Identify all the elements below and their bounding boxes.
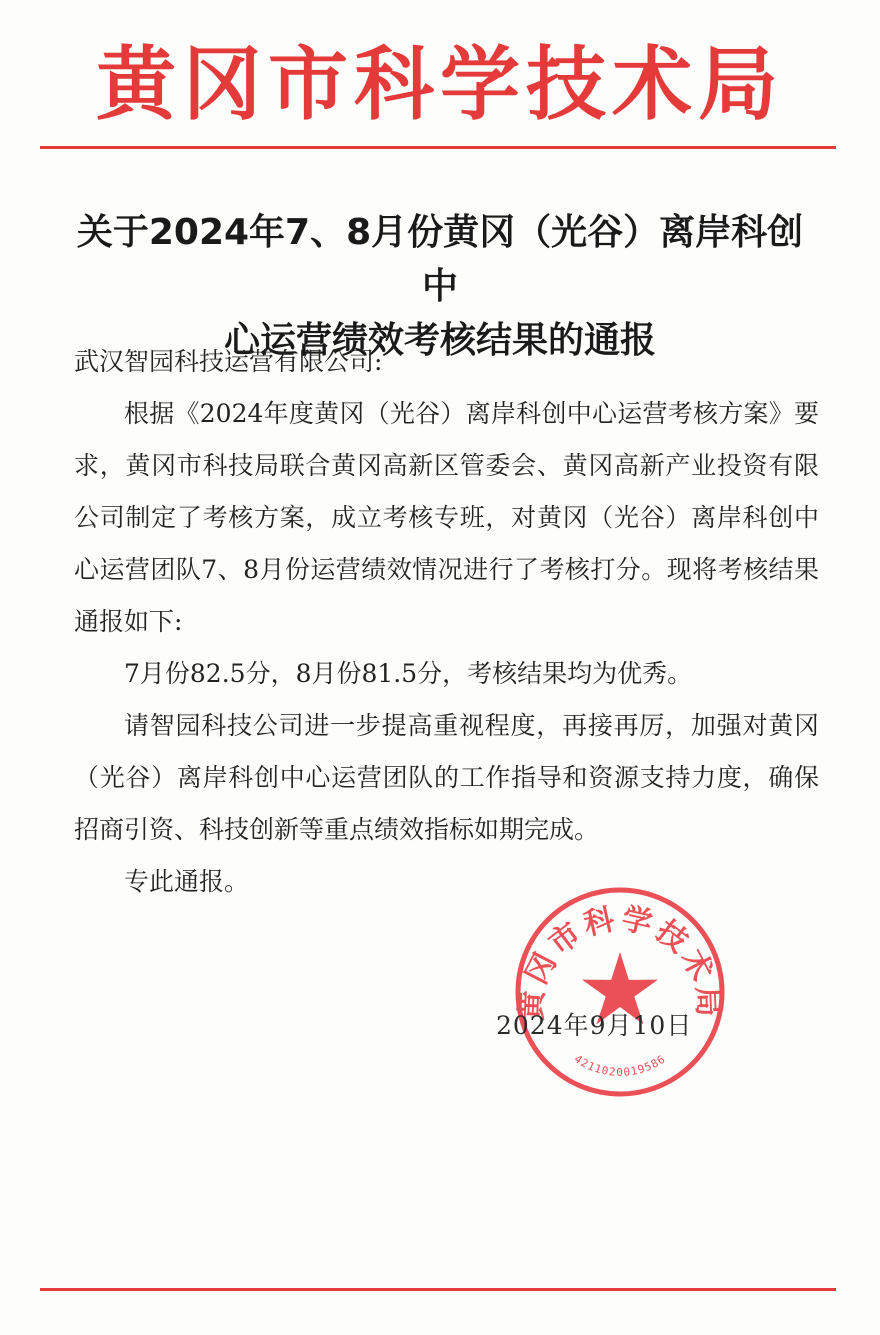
document-body	[74, 336, 819, 908]
official-seal	[510, 882, 730, 1102]
body-paragraph-3: 请智园科技公司进一步提高重视程度，再接再厉，加强对黄冈（光谷）离岸科创中心运营团队的工作指导和资源支持力度，确保招商引资、科技创新等重点绩效指标如期完成。	[74, 711, 819, 844]
seal-code-text: 4211020019586	[571, 1052, 669, 1079]
body-paragraph-1: 根据《2024年度黄冈（光谷）离岸科创中心运营考核方案》要求，黄冈市科技局联合黄冈高新区管委会、黄冈高新产业投资有限公司制定了考核方案，成立考核专班，对黄冈（光谷）离岸科创中心运营团队7、8月份运营绩效情况进行了考核打分。现将考核结果通报如下:	[74, 399, 819, 636]
document-title-line-2: 心运营绩效考核结果的通报	[223, 320, 656, 362]
document-title-line-1: 关于2024年7、8月份黄冈（光谷）离岸科创中	[76, 212, 804, 308]
body-paragraph-2: 7月份82.5分，8月份81.5分，考核结果均为优秀。	[124, 659, 693, 688]
header-red-rule	[40, 146, 836, 149]
closing-line: 专此通报。	[124, 867, 250, 896]
seal-arc-text: 黄冈市科学技术局	[514, 901, 726, 1022]
salutation: 武汉智园科技运营有限公司:	[74, 347, 383, 376]
signature-date: 2024年9月10日	[496, 1011, 693, 1040]
footer-red-rule	[40, 1288, 836, 1291]
issuing-organization-header: 黄冈市科学技术局	[96, 37, 784, 131]
